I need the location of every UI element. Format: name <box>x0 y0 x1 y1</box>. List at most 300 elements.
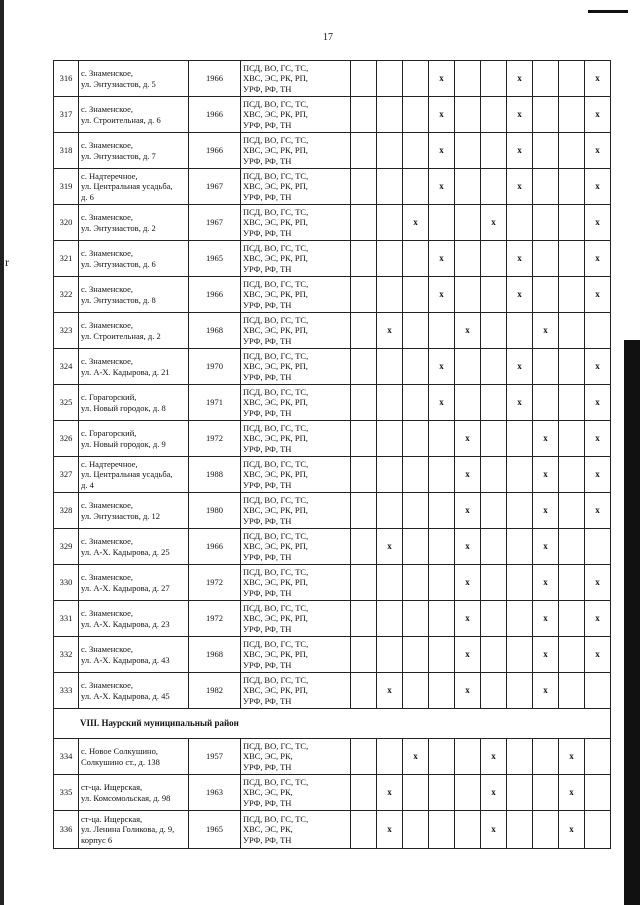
year-mark-cell <box>507 601 533 637</box>
year-mark-cell <box>533 205 559 241</box>
row-number: 323 <box>54 313 79 349</box>
address-line: ул. Энтузиастов, д. 12 <box>81 510 161 521</box>
systems-line: ХВС, ЭС, РК, РП, <box>243 541 308 552</box>
systems-line: ПСД, ВО, ГС, ТС, <box>243 422 309 433</box>
systems-line: ПСД, ВО, ГС, ТС, <box>243 206 309 217</box>
systems-cell <box>241 61 351 97</box>
year-mark-cell <box>403 61 429 97</box>
year-mark-cell <box>429 565 455 601</box>
year-mark-cell <box>351 457 377 493</box>
year-mark-cell <box>403 133 429 169</box>
address-line: с. Знаменское, <box>81 320 134 330</box>
year-mark-cell <box>403 493 429 529</box>
systems-line: ХВС, ЭС, РК, РП, <box>243 685 308 696</box>
table-row <box>54 739 611 775</box>
systems-cell <box>241 277 351 313</box>
table-row <box>54 775 611 811</box>
year-mark-cell <box>533 241 559 277</box>
year-cell: 1982 <box>189 673 241 709</box>
address-cell <box>79 601 189 637</box>
year-mark-cell <box>377 205 403 241</box>
address-cell <box>79 529 189 565</box>
year-mark-cell: x <box>507 97 533 133</box>
year-mark-cell <box>403 385 429 421</box>
address-line: с. Новое Солкушино, <box>81 746 158 756</box>
year-mark-cell <box>403 241 429 277</box>
year-mark-cell <box>351 421 377 457</box>
year-mark-cell <box>559 565 585 601</box>
address-line: с. Знаменское, <box>81 104 134 114</box>
address-cell <box>79 565 189 601</box>
address-line: с. Знаменское, <box>81 248 134 258</box>
address-line: ул. Энтузиастов, д. 5 <box>81 78 156 89</box>
year-mark-cell <box>585 775 611 811</box>
year-mark-cell: x <box>585 457 611 493</box>
table-row <box>54 811 611 849</box>
year-mark-cell <box>429 313 455 349</box>
address-cell <box>79 97 189 133</box>
systems-cell <box>241 775 351 811</box>
year-mark-cell: x <box>455 421 481 457</box>
row-number: 319 <box>54 169 79 205</box>
year-mark-cell <box>481 385 507 421</box>
year-mark-cell: x <box>585 133 611 169</box>
address-cell <box>79 205 189 241</box>
systems-line: УРФ, РФ, ТН <box>243 479 292 490</box>
year-mark-cell <box>377 169 403 205</box>
year-mark-cell <box>559 169 585 205</box>
year-mark-cell: x <box>533 313 559 349</box>
year-mark-cell: x <box>481 811 507 849</box>
year-mark-cell <box>481 277 507 313</box>
year-mark-cell: x <box>585 601 611 637</box>
year-mark-cell: x <box>559 739 585 775</box>
systems-line: ХВС, ЭС, РК, РП, <box>243 613 308 624</box>
year-mark-cell <box>351 313 377 349</box>
address-cell <box>79 277 189 313</box>
year-mark-cell: x <box>377 313 403 349</box>
table-row <box>54 349 611 385</box>
year-mark-cell <box>507 811 533 849</box>
year-mark-cell <box>455 277 481 313</box>
year-mark-cell <box>351 385 377 421</box>
systems-line: ХВС, ЭС, РК, РП, <box>243 145 308 156</box>
year-mark-cell <box>559 493 585 529</box>
year-mark-cell <box>429 205 455 241</box>
systems-line: ПСД, ВО, ГС, ТС, <box>243 170 309 181</box>
year-mark-cell: x <box>559 811 585 849</box>
row-number: 334 <box>54 739 79 775</box>
year-mark-cell: x <box>533 565 559 601</box>
year-mark-cell: x <box>507 349 533 385</box>
address-cell <box>79 673 189 709</box>
address-cell <box>79 385 189 421</box>
systems-cell <box>241 637 351 673</box>
address-line: с. Знаменское, <box>81 536 134 546</box>
year-mark-cell <box>533 169 559 205</box>
housing-table <box>53 60 611 849</box>
year-cell: 1966 <box>189 277 241 313</box>
year-mark-cell: x <box>455 457 481 493</box>
year-mark-cell <box>351 133 377 169</box>
year-cell: 1966 <box>189 133 241 169</box>
year-cell: 1971 <box>189 385 241 421</box>
year-mark-cell <box>403 97 429 133</box>
row-number: 324 <box>54 349 79 385</box>
row-number: 329 <box>54 529 79 565</box>
year-mark-cell: x <box>533 457 559 493</box>
address-cell <box>79 457 189 493</box>
systems-cell <box>241 133 351 169</box>
section-body <box>54 709 611 739</box>
systems-line: УРФ, РФ, ТН <box>243 695 292 706</box>
year-mark-cell <box>429 637 455 673</box>
year-cell: 1966 <box>189 97 241 133</box>
year-mark-cell <box>403 457 429 493</box>
year-mark-cell: x <box>585 205 611 241</box>
year-mark-cell <box>533 811 559 849</box>
year-mark-cell <box>507 775 533 811</box>
row-number: 330 <box>54 565 79 601</box>
year-cell: 1967 <box>189 205 241 241</box>
year-mark-cell <box>377 739 403 775</box>
systems-line: ХВС, ЭС, РК, <box>243 787 293 798</box>
systems-line: ПСД, ВО, ГС, ТС, <box>243 494 309 505</box>
year-mark-cell <box>377 457 403 493</box>
systems-line: УРФ, РФ, ТН <box>243 834 292 845</box>
year-mark-cell <box>455 205 481 241</box>
year-mark-cell <box>455 811 481 849</box>
address-line: ул. Энтузиастов, д. 7 <box>81 150 156 161</box>
year-mark-cell: x <box>429 277 455 313</box>
systems-line: ПСД, ВО, ГС, ТС, <box>243 776 309 787</box>
year-mark-cell <box>351 565 377 601</box>
systems-line: УРФ, РФ, ТН <box>243 155 292 166</box>
year-mark-cell <box>351 811 377 849</box>
systems-line: УРФ, РФ, ТН <box>243 551 292 562</box>
year-mark-cell <box>351 739 377 775</box>
table-row <box>54 529 611 565</box>
row-number: 335 <box>54 775 79 811</box>
systems-line: ПСД, ВО, ГС, ТС, <box>243 350 309 361</box>
year-mark-cell: x <box>403 739 429 775</box>
year-mark-cell <box>455 775 481 811</box>
year-mark-cell: x <box>507 241 533 277</box>
year-mark-cell <box>559 421 585 457</box>
systems-cell <box>241 673 351 709</box>
year-mark-cell <box>507 637 533 673</box>
systems-line: УРФ, РФ, ТН <box>243 263 292 274</box>
table-row <box>54 457 611 493</box>
table-row <box>54 385 611 421</box>
systems-cell <box>241 529 351 565</box>
year-cell: 1965 <box>189 241 241 277</box>
year-mark-cell: x <box>585 493 611 529</box>
year-cell: 1967 <box>189 169 241 205</box>
year-mark-cell: x <box>481 739 507 775</box>
year-cell: 1988 <box>189 457 241 493</box>
table-row <box>54 601 611 637</box>
systems-line: ХВС, ЭС, РК, <box>243 751 293 762</box>
systems-cell <box>241 493 351 529</box>
year-mark-cell <box>481 493 507 529</box>
year-mark-cell <box>403 811 429 849</box>
address-cell <box>79 775 189 811</box>
address-cell <box>79 637 189 673</box>
year-mark-cell <box>403 169 429 205</box>
year-mark-cell: x <box>429 133 455 169</box>
year-mark-cell: x <box>429 169 455 205</box>
address-line: ул. Строительная, д. 6 <box>81 114 161 125</box>
systems-line: ПСД, ВО, ГС, ТС, <box>243 602 309 613</box>
year-mark-cell <box>455 349 481 385</box>
year-mark-cell: x <box>533 637 559 673</box>
address-cell <box>79 811 189 849</box>
year-mark-cell: x <box>377 673 403 709</box>
year-mark-cell <box>559 205 585 241</box>
row-number: 316 <box>54 61 79 97</box>
year-mark-cell <box>429 811 455 849</box>
year-mark-cell <box>455 61 481 97</box>
page-number: 17 <box>323 32 333 43</box>
address-line: ул. А-Х. Кадырова, д. 43 <box>81 654 170 665</box>
address-line: ул. Строительная, д. 2 <box>81 330 161 341</box>
year-mark-cell <box>533 61 559 97</box>
year-mark-cell: x <box>455 493 481 529</box>
year-mark-cell <box>455 241 481 277</box>
year-mark-cell <box>533 739 559 775</box>
year-mark-cell <box>429 421 455 457</box>
year-mark-cell: x <box>507 61 533 97</box>
year-mark-cell <box>585 313 611 349</box>
year-mark-cell <box>351 349 377 385</box>
address-line: корпус 6 <box>81 834 113 845</box>
year-mark-cell <box>507 565 533 601</box>
systems-line: УРФ, РФ, ТН <box>243 407 292 418</box>
year-mark-cell <box>559 601 585 637</box>
systems-line: УРФ, РФ, ТН <box>243 443 292 454</box>
systems-cell <box>241 205 351 241</box>
year-mark-cell: x <box>429 97 455 133</box>
year-mark-cell: x <box>429 349 455 385</box>
year-mark-cell: x <box>533 493 559 529</box>
systems-line: ПСД, ВО, ГС, ТС, <box>243 813 309 824</box>
year-mark-cell <box>507 673 533 709</box>
systems-line: УРФ, РФ, ТН <box>243 659 292 670</box>
address-line: с. Знаменское, <box>81 572 134 582</box>
year-mark-cell <box>455 385 481 421</box>
year-cell: 1972 <box>189 421 241 457</box>
year-mark-cell <box>507 739 533 775</box>
address-line: ул. Центральная усадьба, <box>81 181 173 192</box>
address-line: с. Горагорский, <box>81 392 137 402</box>
row-number: 318 <box>54 133 79 169</box>
year-mark-cell <box>429 529 455 565</box>
address-line: с. Знаменское, <box>81 212 134 222</box>
year-mark-cell: x <box>455 529 481 565</box>
year-cell: 1965 <box>189 811 241 849</box>
systems-line: ХВС, ЭС, РК, РП, <box>243 577 308 588</box>
year-cell: 1963 <box>189 775 241 811</box>
systems-line: УРФ, РФ, ТН <box>243 587 292 598</box>
year-mark-cell <box>429 457 455 493</box>
year-mark-cell <box>481 241 507 277</box>
year-mark-cell <box>481 601 507 637</box>
year-mark-cell <box>559 97 585 133</box>
address-line: ул. Энтузиастов, д. 2 <box>81 222 156 233</box>
systems-line: ХВС, ЭС, РК, РП, <box>243 217 308 228</box>
row-number: 325 <box>54 385 79 421</box>
year-mark-cell <box>455 97 481 133</box>
year-mark-cell <box>559 349 585 385</box>
year-mark-cell <box>559 241 585 277</box>
row-number: 336 <box>54 811 79 849</box>
left-scan-border <box>0 0 4 905</box>
systems-line: ПСД, ВО, ГС, ТС, <box>243 740 309 751</box>
systems-cell <box>241 421 351 457</box>
row-number: 331 <box>54 601 79 637</box>
address-line: ул. А-Х. Кадырова, д. 45 <box>81 690 170 701</box>
year-cell: 1966 <box>189 529 241 565</box>
year-mark-cell <box>559 313 585 349</box>
address-line: ул. А-Х. Кадырова, д. 27 <box>81 582 170 593</box>
year-mark-cell: x <box>585 637 611 673</box>
year-mark-cell: x <box>377 811 403 849</box>
systems-line: ХВС, ЭС, РК, РП, <box>243 73 308 84</box>
systems-line: ПСД, ВО, ГС, ТС, <box>243 530 309 541</box>
year-mark-cell <box>533 133 559 169</box>
year-mark-cell <box>351 61 377 97</box>
address-line: с. Надтеречное, <box>81 458 138 469</box>
year-mark-cell <box>585 673 611 709</box>
address-cell <box>79 169 189 205</box>
year-mark-cell <box>377 97 403 133</box>
year-mark-cell <box>481 421 507 457</box>
year-mark-cell: x <box>481 205 507 241</box>
address-line: с. Знаменское, <box>81 284 134 294</box>
year-mark-cell <box>351 241 377 277</box>
systems-line: ПСД, ВО, ГС, ТС, <box>243 278 309 289</box>
address-line: ул. Энтузиастов, д. 6 <box>81 258 156 269</box>
year-mark-cell: x <box>455 601 481 637</box>
year-mark-cell: x <box>429 241 455 277</box>
row-number: 328 <box>54 493 79 529</box>
year-mark-cell: x <box>429 61 455 97</box>
year-mark-cell: x <box>585 241 611 277</box>
systems-cell <box>241 97 351 133</box>
year-mark-cell <box>377 385 403 421</box>
systems-line: УРФ, РФ, ТН <box>243 335 292 346</box>
year-mark-cell <box>351 673 377 709</box>
table-row <box>54 205 611 241</box>
year-mark-cell: x <box>507 385 533 421</box>
year-mark-cell <box>533 277 559 313</box>
year-mark-cell: x <box>507 169 533 205</box>
year-mark-cell <box>481 169 507 205</box>
address-line: ул. Новый городок, д. 9 <box>81 438 166 449</box>
address-cell <box>79 493 189 529</box>
year-mark-cell <box>481 529 507 565</box>
year-mark-cell: x <box>585 565 611 601</box>
systems-line: ПСД, ВО, ГС, ТС, <box>243 314 309 325</box>
systems-line: УРФ, РФ, ТН <box>243 761 292 772</box>
year-mark-cell <box>533 385 559 421</box>
year-mark-cell <box>533 349 559 385</box>
year-mark-cell <box>481 565 507 601</box>
table-row <box>54 61 611 97</box>
table-row <box>54 493 611 529</box>
systems-line: ХВС, ЭС, РК, РП, <box>243 505 308 516</box>
row-number: 320 <box>54 205 79 241</box>
systems-line: ПСД, ВО, ГС, ТС, <box>243 674 309 685</box>
year-mark-cell <box>351 205 377 241</box>
year-mark-cell <box>559 277 585 313</box>
systems-line: ХВС, ЭС, РК, РП, <box>243 361 308 372</box>
address-line: с. Горагорский, <box>81 428 137 438</box>
address-line: с. Знаменское, <box>81 500 134 510</box>
table-row <box>54 421 611 457</box>
year-mark-cell <box>377 493 403 529</box>
year-mark-cell <box>429 493 455 529</box>
systems-line: ПСД, ВО, ГС, ТС, <box>243 458 309 469</box>
address-line: ул. Энтузиастов, д. 8 <box>81 294 156 305</box>
year-mark-cell <box>429 673 455 709</box>
year-mark-cell <box>481 349 507 385</box>
year-mark-cell <box>559 133 585 169</box>
year-mark-cell: x <box>455 673 481 709</box>
year-mark-cell: x <box>585 421 611 457</box>
address-line: ул. Комсомольская, д. 98 <box>81 792 171 803</box>
year-mark-cell <box>559 61 585 97</box>
table-row <box>54 637 611 673</box>
systems-line: ХВС, ЭС, РК, РП, <box>243 109 308 120</box>
year-cell: 1968 <box>189 313 241 349</box>
address-line: с. Знаменское, <box>81 644 134 654</box>
year-mark-cell <box>377 421 403 457</box>
year-mark-cell: x <box>533 421 559 457</box>
year-mark-cell <box>377 241 403 277</box>
systems-line: УРФ, РФ, ТН <box>243 515 292 526</box>
systems-line: ПСД, ВО, ГС, ТС, <box>243 386 309 397</box>
row-number: 327 <box>54 457 79 493</box>
systems-line: ПСД, ВО, ГС, ТС, <box>243 98 309 109</box>
year-mark-cell <box>559 529 585 565</box>
year-mark-cell: x <box>559 775 585 811</box>
address-line: с. Знаменское, <box>81 68 134 78</box>
year-mark-cell <box>377 133 403 169</box>
row-number: 322 <box>54 277 79 313</box>
systems-line: ПСД, ВО, ГС, ТС, <box>243 62 309 73</box>
margin-mark: r <box>5 255 9 269</box>
address-cell <box>79 61 189 97</box>
table-row <box>54 241 611 277</box>
address-line: с. Знаменское, <box>81 140 134 150</box>
section-row <box>54 709 611 739</box>
section-title: VIII. Наурский муниципальный район <box>54 709 611 739</box>
systems-line: ПСД, ВО, ГС, ТС, <box>243 134 309 145</box>
address-line: д. 6 <box>81 191 94 202</box>
year-mark-cell: x <box>429 385 455 421</box>
systems-cell <box>241 601 351 637</box>
systems-line: ХВС, ЭС, РК, РП, <box>243 649 308 660</box>
year-mark-cell <box>403 349 429 385</box>
year-mark-cell <box>533 97 559 133</box>
year-cell: 1957 <box>189 739 241 775</box>
table-row <box>54 133 611 169</box>
table-row <box>54 169 611 205</box>
systems-line: УРФ, РФ, ТН <box>243 227 292 238</box>
address-cell <box>79 421 189 457</box>
